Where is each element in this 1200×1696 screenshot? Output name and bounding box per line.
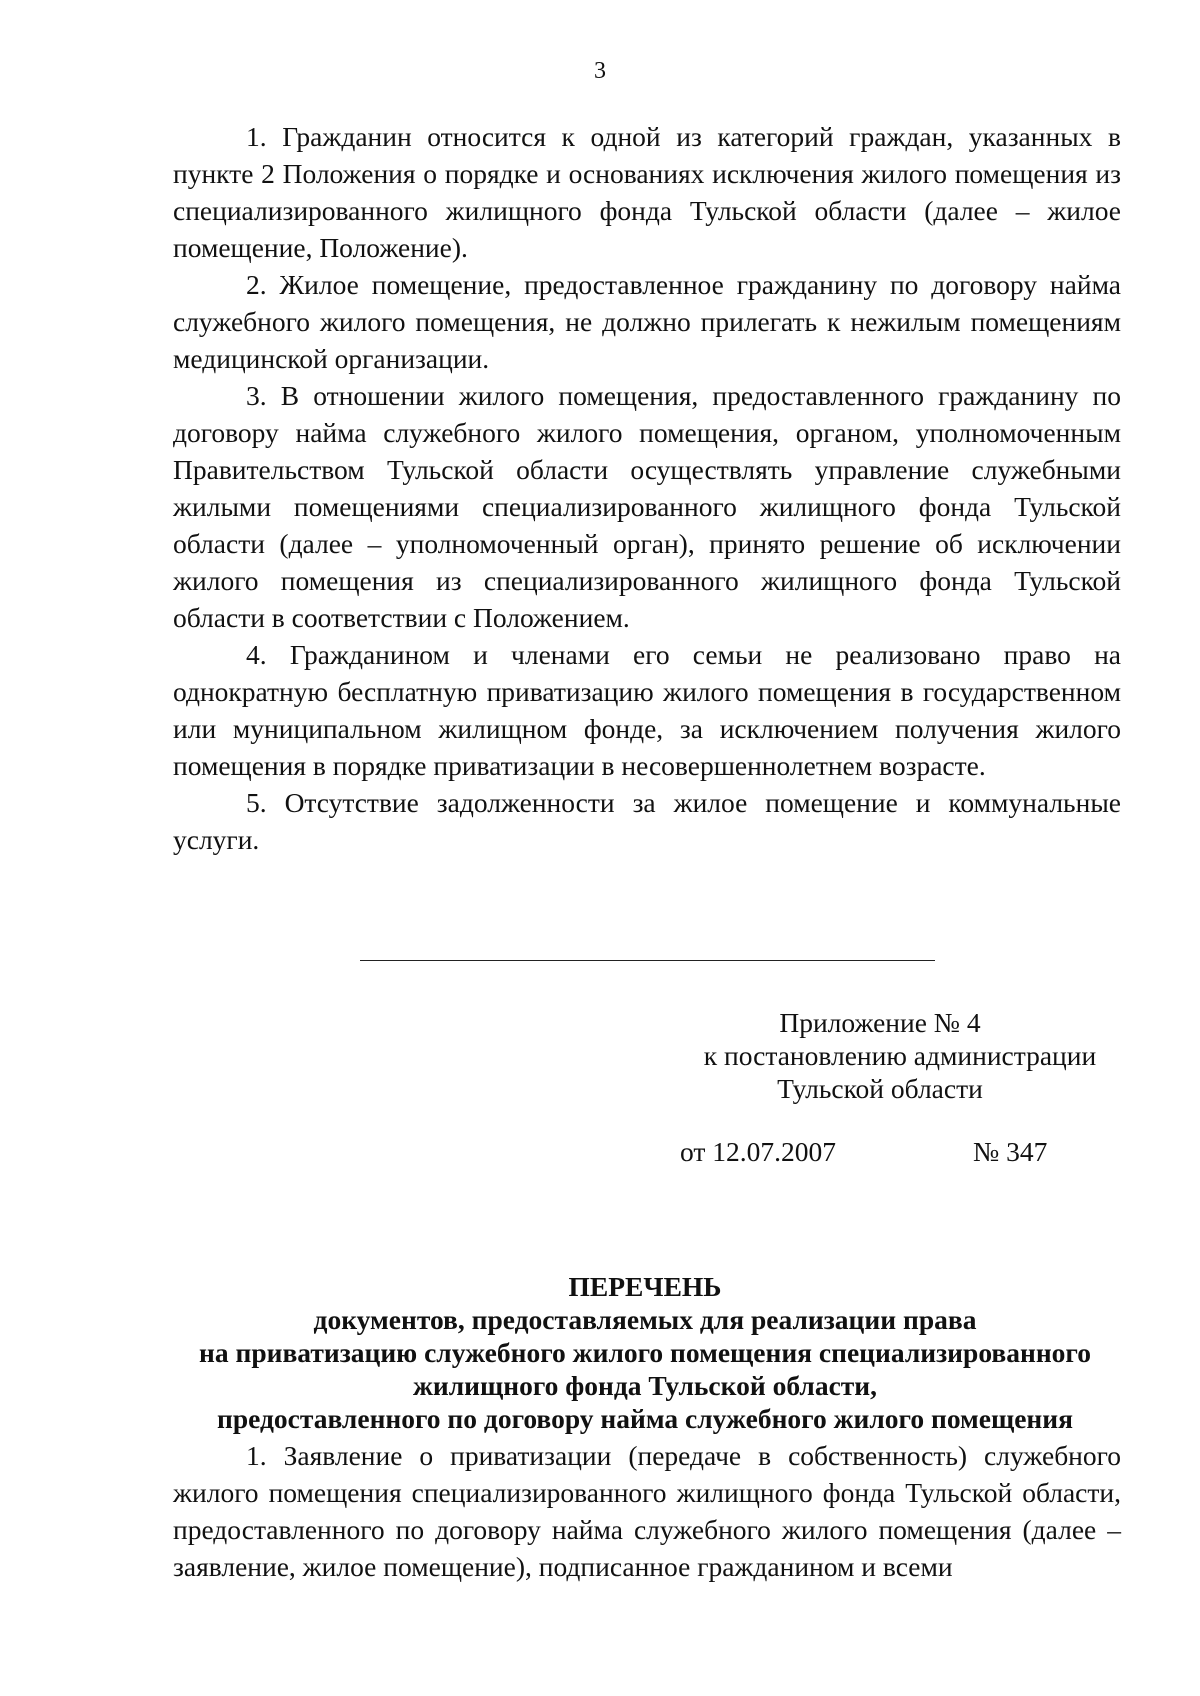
title-line-4: предоставленного по договору найма служебного жилого помещения [217,1403,1073,1434]
resolution-date-row [680,1135,1080,1168]
section-divider [360,960,935,961]
page-number: 3 [594,58,606,84]
document-title [150,1270,1140,1435]
requirement-paragraph-3: 3. В отношении жилого помещения, предоставленного гражданину по договору найма служебного жилого помещения, органом, уполномоченным Правительством Тульской области осуществлять управление служебными жилыми помещениями специализированного жилищного фонда Тульской области (далее – уполномоченный орган), принято решение об исключении жилого помещения из специализированного жилищного фонда Тульской области в соответствии с Положением. [173,380,1121,633]
title-line-1: документов, предоставляемых для реализации права [313,1304,977,1335]
requirements-list [173,118,1121,858]
requirement-paragraph-2: 2. Жилое помещение, предоставленное гражданину по договору найма служебного жилого помещения, не должно прилегать к нежилым помещениям медицинской организации. [173,269,1121,374]
title-line-3: жилищного фонда Тульской области, [412,1370,878,1401]
resolution-date: от 12.07.2007 [680,1136,837,1167]
appendix-region: Тульской области [777,1073,983,1104]
requirement-paragraph-1: 1. Гражданин относится к одной из категорий граждан, указанных в пункте 2 Положения о порядке и основаниях исключения жилого помещения из специализированного жилищного фонда Тульской области (далее – жилое помещение, Положение). [173,121,1121,263]
requirement-paragraph-4: 4. Гражданином и членами его семьи не реализовано право на однократную бесплатную приватизацию жилого помещения в государственном или муниципальном жилищном фонде, за исключением получения жилого помещения в порядке приватизации в несовершеннолетнем возрасте. [173,639,1121,781]
title-heading: ПЕРЕЧЕНЬ [568,1271,722,1302]
documents-list [173,1437,1121,1585]
appendix-reference: к постановлению администрации [703,1040,1097,1071]
document-paragraph-1: 1. Заявление о приватизации (передаче в собственность) служебного жилого помещения специализированного жилищного фонда Тульской области, предоставленного по договору найма служебного жилого помещения (далее – заявление, жилое помещение), подписанное гражданином и всеми [173,1440,1121,1582]
appendix-title: Приложение № 4 [779,1007,981,1038]
requirement-paragraph-5: 5. Отсутствие задолженности за жилое помещение и коммунальные услуги. [173,787,1121,855]
appendix-header [655,1006,1105,1105]
title-line-2: на приватизацию служебного жилого помещения специализированного [199,1337,1091,1368]
resolution-number: № 347 [973,1136,1048,1167]
